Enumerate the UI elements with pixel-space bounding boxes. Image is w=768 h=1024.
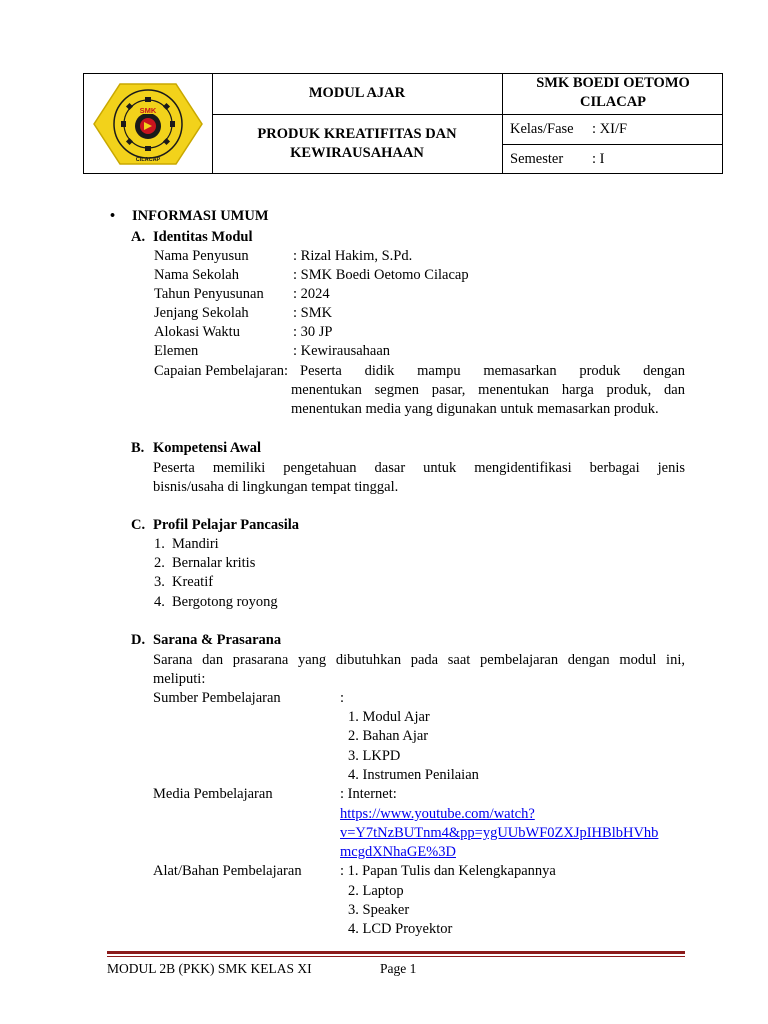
capaian-text (300, 362, 685, 381)
list-item: Bernalar kritis (172, 555, 256, 571)
field-label: Alokasi Waktu (154, 324, 240, 340)
subject-line2: KEWIRAUSAHAAN (290, 145, 424, 161)
field-label: Nama Sekolah (154, 267, 239, 283)
school-name-line2: CILACAP (579, 94, 647, 110)
media-label: Media Pembelajaran (153, 786, 273, 802)
field-label: Nama Penyusun (154, 248, 249, 264)
header-table (83, 73, 723, 174)
sumber-colon: : (340, 690, 345, 706)
alat-item: 4. LCD Proyektor (348, 921, 453, 937)
youtube-link[interactable]: v=Y7tNzBUTnm4&pp=ygUUbWF0ZXJpIHBlbHVhb (340, 825, 659, 841)
field-value: : Kewirausahaan (293, 343, 391, 359)
field-value: : SMK (293, 305, 333, 321)
section-heading: Profil Pelajar Pancasila (153, 517, 300, 533)
class-value: : XI/F (592, 121, 628, 137)
capaian-line: menentukan segmen pasar, menentukan harga produk, dan (291, 382, 685, 398)
list-number: 3. (154, 574, 165, 590)
footer-rule (107, 951, 685, 954)
capaian-text (291, 381, 685, 420)
sumber-item: 1. Modul Ajar (348, 709, 430, 725)
paragraph-line: bisnis/usaha di lingkungan tempat tinggal. (153, 479, 399, 496)
header-divider (212, 114, 722, 115)
sumber-item: 4. Instrumen Penilaian (348, 767, 479, 783)
footer-rule (107, 956, 685, 957)
footer-text: MODUL 2B (PKK) SMK KELAS XI (107, 961, 312, 976)
youtube-link[interactable]: mcgdXNhaGE%3D (340, 844, 456, 860)
section-letter: D. (131, 632, 146, 648)
page-number: Page 1 (380, 961, 417, 976)
paragraph-line: meliputi: (153, 671, 206, 688)
paragraph (153, 651, 685, 690)
paragraph (153, 459, 685, 498)
sumber-label: Sumber Pembelajaran (153, 690, 281, 706)
logo-center-text: SMK (139, 106, 157, 115)
school-name-line1: SMK BOEDI OETOMO (536, 75, 690, 91)
list-number: 4. (154, 594, 165, 610)
alat-item: 2. Laptop (348, 883, 404, 899)
list-number: 2. (154, 555, 165, 571)
section-heading: Sarana & Prasarana (153, 632, 282, 648)
logo-bottom-text: CILACAP (135, 157, 161, 163)
module-title: MODUL AJAR (308, 85, 406, 101)
alat-item: : 1. Papan Tulis dan Kelengkapannya (340, 863, 556, 879)
youtube-link-line[interactable] (340, 843, 456, 862)
list-item: Bergotong royong (172, 594, 278, 610)
class-label: Kelas/Fase (510, 121, 574, 137)
semester-label: Semester (510, 151, 564, 167)
header-divider (502, 144, 722, 145)
paragraph-line: Sarana dan prasarana yang dibutuhkan pada saat pembelajaran dengan modul ini, (153, 652, 685, 668)
semester-value: : I (592, 151, 605, 167)
section-letter: C. (131, 517, 146, 533)
field-label: Tahun Penyusunan (154, 286, 264, 302)
field-value: : 2024 (293, 286, 330, 302)
field-value: : 30 JP (293, 324, 333, 340)
youtube-link[interactable]: https://www.youtube.com/watch? (340, 806, 535, 822)
section-heading: Kompetensi Awal (153, 440, 262, 456)
section-title: INFORMASI UMUM (132, 208, 269, 224)
bullet-icon: • (110, 208, 116, 224)
school-logo (92, 82, 204, 166)
list-item: Kreatif (172, 574, 214, 590)
field-value: : SMK Boedi Oetomo Cilacap (293, 267, 469, 283)
field-label: Elemen (154, 343, 199, 359)
section-heading: Identitas Modul (153, 229, 253, 245)
media-value: : Internet: (340, 786, 397, 802)
alat-label: Alat/Bahan Pembelajaran (153, 863, 302, 879)
alat-item: 3. Speaker (348, 902, 410, 918)
field-value: : Rizal Hakim, S.Pd. (293, 248, 413, 264)
capaian-label: Capaian Pembelajaran: (154, 363, 289, 379)
youtube-link-line[interactable] (340, 824, 658, 843)
list-number: 1. (154, 536, 165, 552)
capaian-line: Peserta didik mampu memasarkan produk dengan (300, 363, 685, 379)
capaian-line: menentukan media yang digunakan untuk memasarkan produk. (291, 401, 659, 418)
sumber-item: 3. LKPD (348, 748, 401, 764)
field-label: Jenjang Sekolah (154, 305, 249, 321)
youtube-link-line[interactable] (340, 805, 535, 824)
sumber-item: 2. Bahan Ajar (348, 728, 429, 744)
list-item: Mandiri (172, 536, 219, 552)
section-letter: B. (131, 440, 145, 456)
section-letter: A. (131, 229, 146, 245)
paragraph-line: Peserta memiliki pengetahuan dasar untuk mengidentifikasi berbagai jenis (153, 460, 685, 476)
subject-line1: PRODUK KREATIFITAS DAN (257, 126, 457, 142)
